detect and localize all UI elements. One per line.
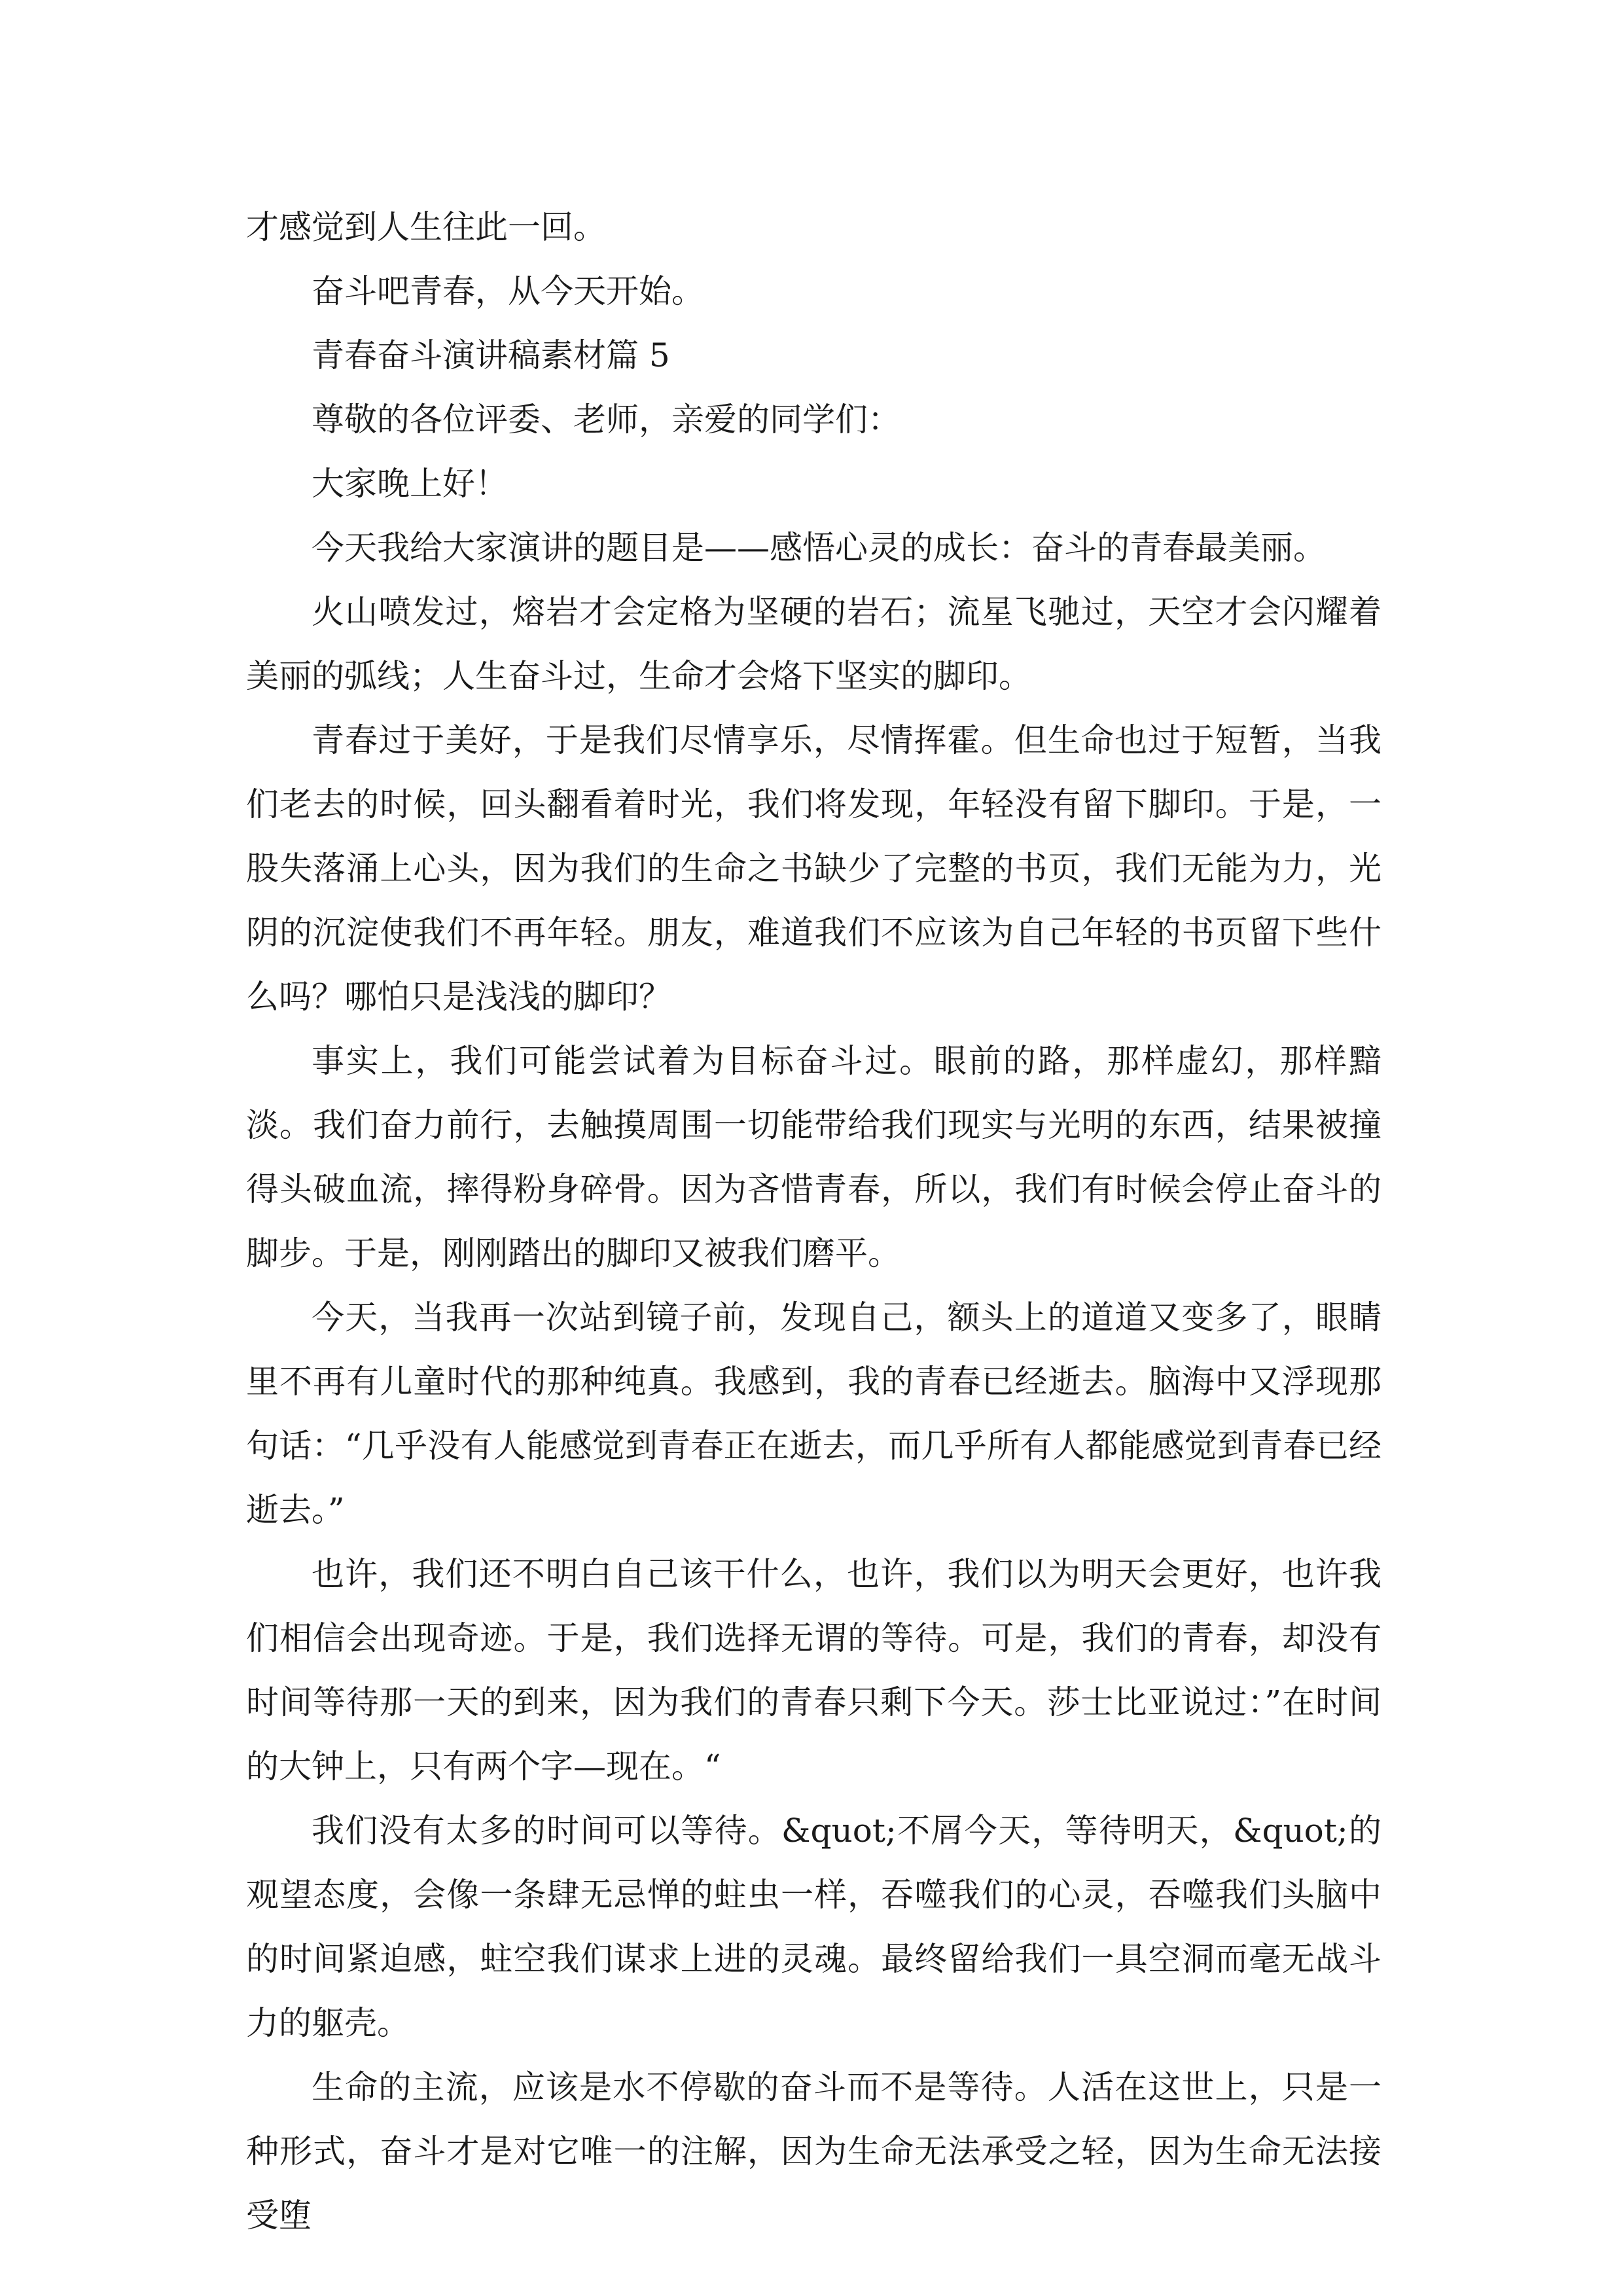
document-body <box>246 195 1382 2248</box>
paragraph: 奋斗吧青春，从今天开始。 <box>312 272 704 310</box>
salutation: 尊敬的各位评委、老师，亲爱的同学们： <box>312 401 901 439</box>
paragraph: 青春过于美好，于是我们尽情享乐，尽情挥霍。但生命也过于短暂，当我们老去的时候，回头翻看着时光，我们将发现，年轻没有留下脚印。于是，一股失落涌上心头，因为我们的生命之书缺少了完整的书页，我们无能为力，光阴的沉淀使我们不再年轻。朋友，难道我们不应该为自己年轻的书页留下些什么吗？哪怕只是浅浅的脚印？ <box>246 721 1382 1016</box>
speech-topic: 今天我给大家演讲的题目是——感悟心灵的成长：奋斗的青春最美丽。 <box>312 529 1326 567</box>
paragraph: 我们没有太多的时间可以等待。&quot;不屑今天，等待明天，&quot;的观望态度，会像一条肆无忌惮的蛀虫一样，吞噬我们的心灵，吞噬我们头脑中的时间紧迫感，蛀空我们谋求上进的灵魂。最终留给我们一具空洞而毫无战斗力的躯壳。 <box>246 1812 1382 2042</box>
section-heading: 青春奋斗演讲稿素材篇 5 <box>312 336 670 374</box>
paragraph: 生命的主流，应该是水不停歇的奋斗而不是等待。人活在这世上，只是一种形式，奋斗才是对它唯一的注解，因为生命无法承受之轻，因为生命无法接受堕 <box>246 2068 1382 2234</box>
paragraph: 火山喷发过，熔岩才会定格为坚硬的岩石；流星飞驰过，天空才会闪耀着美丽的弧线；人生奋斗过，生命才会烙下坚实的脚印。 <box>246 593 1382 695</box>
paragraph: 事实上，我们可能尝试着为目标奋斗过。眼前的路，那样虚幻，那样黯淡。我们奋力前行，去触摸周围一切能带给我们现实与光明的东西，结果被撞得头破血流，摔得粉身碎骨。因为吝惜青春，所以，我们有时候会停止奋斗的脚步。于是，刚刚踏出的脚印又被我们磨平。 <box>246 1042 1382 1272</box>
paragraph: 今天，当我再一次站到镜子前，发现自己，额头上的道道又变多了，眼睛里不再有儿童时代的那种纯真。我感到，我的青春已经逝去。脑海中又浮现那句话：“几乎没有人能感觉到青春正在逝去，而几乎所有人都能感觉到青春已经逝去。” <box>246 1299 1382 1529</box>
paragraph-continuation: 才感觉到人生往此一回。 <box>246 208 606 246</box>
greeting: 大家晚上好！ <box>312 465 508 503</box>
paragraph: 也许，我们还不明白自己该干什么，也许，我们以为明天会更好，也许我们相信会出现奇迹。于是，我们选择无谓的等待。可是，我们的青春，却没有时间等待那一天的到来，因为我们的青春只剩下今天。莎士比亚说过：”在时间的大钟上，只有两个字—现在。“ <box>246 1555 1382 1785</box>
